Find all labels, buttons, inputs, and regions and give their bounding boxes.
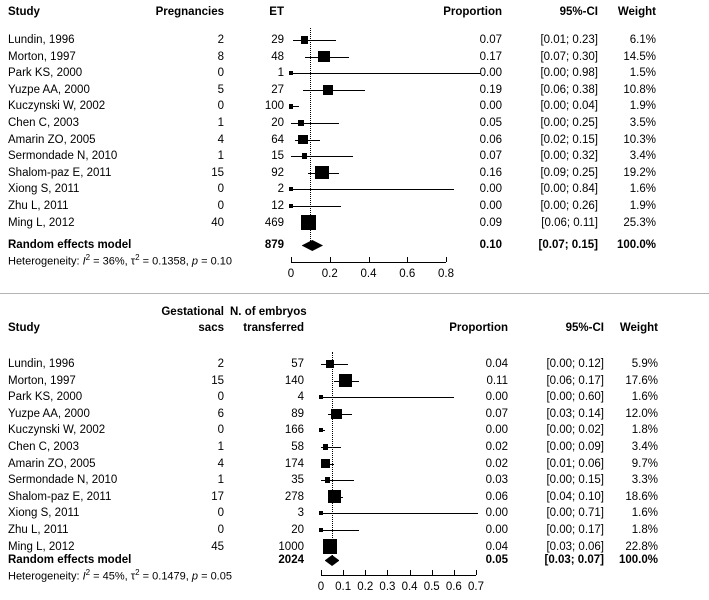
summary-total: 879 <box>264 239 284 251</box>
study-label: Shalom-paz E, 2011 <box>8 166 112 179</box>
effect-box <box>289 187 293 191</box>
study-label: Xiong S, 2011 <box>8 507 80 520</box>
weight-value: 22.8% <box>625 540 658 553</box>
total-value: 35 <box>291 474 304 487</box>
x-axis-tick-label: 0.5 <box>423 581 440 593</box>
total-value: 12 <box>271 200 284 212</box>
proportion-value: 0.07 <box>485 407 508 420</box>
study-label: Chen C, 2003 <box>8 441 79 453</box>
events-value: 1 <box>217 474 224 487</box>
total-value: 3 <box>297 507 304 520</box>
ci-whisker <box>291 156 353 157</box>
effect-box <box>289 71 293 75</box>
ci-value: [0.01; 0.06] <box>546 457 604 470</box>
study-label: Sermondade N, 2010 <box>8 150 118 163</box>
reference-line <box>310 28 311 243</box>
total-value: 20 <box>271 117 284 129</box>
study-label: Morton, 1997 <box>8 50 76 63</box>
proportion-value: 0.06 <box>479 133 502 146</box>
col-header-proportion: Proportion <box>449 322 508 334</box>
ci-value: [0.00; 0.12] <box>546 358 604 370</box>
ci-value: [0.07; 0.30] <box>540 50 598 63</box>
summary-ci: [0.03; 0.07] <box>544 554 604 566</box>
x-axis-tick <box>365 570 366 575</box>
events-value: 8 <box>217 50 224 63</box>
effect-box <box>315 166 328 179</box>
x-axis-tick-label: 0.6 <box>399 268 416 280</box>
study-label: Kuczynski W, 2002 <box>8 100 106 113</box>
effect-box <box>289 204 293 208</box>
col-header-ci: 95%-CI <box>565 322 604 334</box>
x-axis-tick <box>410 570 411 575</box>
effect-box <box>339 374 352 387</box>
ci-whisker <box>321 364 348 365</box>
weight-value: 1.6% <box>631 507 658 520</box>
ci-whisker <box>291 189 454 190</box>
events-value: 0 <box>217 100 224 113</box>
proportion-value: 0.00 <box>479 200 502 212</box>
effect-box <box>318 51 330 63</box>
study-label: Sermondade N, 2010 <box>8 474 118 487</box>
col-header-proportion: Proportion <box>443 6 502 18</box>
weight-value: 1.9% <box>629 200 656 212</box>
weight-value: 25.3% <box>623 216 656 229</box>
events-value: 5 <box>217 83 224 96</box>
proportion-value: 0.11 <box>486 374 508 387</box>
x-axis-tick <box>432 570 433 575</box>
x-axis-tick-label: 0.2 <box>321 268 338 280</box>
x-axis-tick <box>343 570 344 575</box>
events-value: 1 <box>217 441 224 453</box>
study-label: Amarin ZO, 2005 <box>8 133 96 146</box>
summary-label: Random effects model <box>8 554 132 566</box>
events-value: 0 <box>217 424 224 437</box>
events-value: 45 <box>211 540 224 553</box>
total-value: 469 <box>264 216 284 229</box>
study-label: Kuczynski W, 2002 <box>8 424 106 437</box>
total-value: 4 <box>297 391 304 404</box>
weight-value: 18.6% <box>625 490 658 503</box>
ci-whisker <box>303 90 365 91</box>
ci-value: [0.00; 0.98] <box>540 67 598 80</box>
total-value: 278 <box>284 490 304 503</box>
col-header-events-line2: sacs <box>198 322 224 334</box>
proportion-value: 0.06 <box>485 490 508 503</box>
total-value: 1 <box>277 67 284 80</box>
plot-divider <box>0 293 709 294</box>
effect-box <box>331 409 342 420</box>
total-value: 2 <box>277 183 284 196</box>
weight-value: 6.1% <box>629 34 656 46</box>
ci-value: [0.00; 0.84] <box>540 183 598 196</box>
total-value: 15 <box>271 150 284 163</box>
total-value: 64 <box>271 133 284 146</box>
heterogeneity-text: Heterogeneity: $I^2 = 45\%$, $\tau^2 = 0.1479$, p = 0.05 <box>8 568 232 583</box>
weight-value: 10.3% <box>623 133 656 146</box>
ci-value: [0.03; 0.14] <box>546 407 604 420</box>
events-value: 15 <box>211 166 224 179</box>
study-label: Park KS, 2000 <box>8 67 83 80</box>
study-label: Yuzpe AA, 2000 <box>8 407 90 420</box>
col-header-weight: Weight <box>619 322 658 334</box>
ci-value: [0.02; 0.15] <box>540 133 598 146</box>
col-header-events-line1: Gestational <box>161 306 224 318</box>
effect-box <box>302 153 308 159</box>
x-axis-tick-label: 0.2 <box>357 581 374 593</box>
events-value: 0 <box>217 391 224 404</box>
proportion-value: 0.00 <box>485 507 508 520</box>
total-value: 92 <box>271 166 284 179</box>
weight-value: 1.6% <box>631 391 658 404</box>
x-axis-tick <box>454 570 455 575</box>
ci-value: [0.00; 0.32] <box>540 150 598 163</box>
weight-value: 3.3% <box>631 474 658 487</box>
study-label: Lundin, 1996 <box>8 358 75 370</box>
ci-value: [0.00; 0.26] <box>540 200 598 212</box>
ci-value: [0.00; 0.09] <box>546 441 604 453</box>
x-axis-line <box>321 575 476 576</box>
weight-value: 1.9% <box>629 100 656 113</box>
events-value: 2 <box>217 34 224 46</box>
heterogeneity-text: Heterogeneity: $I^2 = 36\%$, $\tau^2 = 0.1358$, p = 0.10 <box>8 253 232 268</box>
x-axis-tick <box>291 257 292 262</box>
total-value: 89 <box>291 407 304 420</box>
events-value: 1 <box>217 150 224 163</box>
study-label: Ming L, 2012 <box>8 540 75 553</box>
effect-box <box>298 120 304 126</box>
proportion-value: 0.00 <box>485 524 508 536</box>
study-label: Park KS, 2000 <box>8 391 83 404</box>
x-axis-tick <box>321 570 322 575</box>
x-axis-tick <box>476 570 477 575</box>
effect-box <box>301 36 309 44</box>
effect-box <box>319 511 323 515</box>
weight-value: 9.7% <box>631 457 658 470</box>
weight-value: 14.5% <box>623 50 656 63</box>
total-value: 57 <box>291 358 304 370</box>
study-label: Chen C, 2003 <box>8 117 79 129</box>
ci-whisker <box>291 206 341 207</box>
weight-value: 19.2% <box>623 166 656 179</box>
effect-box <box>319 528 323 532</box>
col-header-events: Pregnancies <box>155 6 224 18</box>
col-header-total: ET <box>269 6 284 18</box>
study-label: Xiong S, 2011 <box>8 183 80 196</box>
x-axis-tick-label: 0.6 <box>445 581 462 593</box>
effect-box <box>319 428 323 432</box>
total-value: 27 <box>271 83 284 96</box>
proportion-value: 0.00 <box>479 100 502 113</box>
proportion-value: 0.00 <box>479 183 502 196</box>
effect-box <box>298 135 308 145</box>
effect-box <box>289 104 293 108</box>
study-label: Amarin ZO, 2005 <box>8 457 96 470</box>
weight-value: 3.4% <box>631 441 658 453</box>
proportion-value: 0.00 <box>485 424 508 437</box>
weight-value: 10.8% <box>623 83 656 96</box>
x-axis-tick-label: 0.4 <box>360 268 377 280</box>
col-header-total-line1: N. of embryos <box>230 306 307 318</box>
x-axis-tick-label: 0.7 <box>468 581 484 593</box>
summary-proportion: 0.10 <box>479 239 502 251</box>
effect-box <box>325 477 331 483</box>
forest-plot-gestational-sacs <box>0 298 709 600</box>
summary-weight: 100.0% <box>618 554 658 566</box>
study-label: Yuzpe AA, 2000 <box>8 83 90 96</box>
proportion-value: 0.02 <box>485 457 508 470</box>
proportion-value: 0.00 <box>479 67 502 80</box>
x-axis-tick-label: 0.1 <box>335 581 352 593</box>
weight-value: 12.0% <box>625 407 658 420</box>
ci-value: [0.06; 0.11] <box>541 216 598 229</box>
events-value: 0 <box>217 200 224 212</box>
summary-total: 2024 <box>278 554 304 566</box>
events-value: 2 <box>217 358 224 370</box>
col-header-study: Study <box>8 322 40 334</box>
events-value: 0 <box>217 67 224 80</box>
events-value: 15 <box>211 374 224 387</box>
weight-value: 1.8% <box>631 524 658 536</box>
summary-proportion: 0.05 <box>485 554 508 566</box>
ci-whisker <box>293 40 336 41</box>
ci-value: [0.00; 0.71] <box>546 507 604 520</box>
ci-value: [0.06; 0.38] <box>540 83 598 96</box>
study-label: Ming L, 2012 <box>8 216 75 229</box>
proportion-value: 0.17 <box>479 50 502 63</box>
x-axis-tick <box>446 257 447 262</box>
plot1-grid <box>0 0 709 290</box>
ci-whisker <box>321 530 359 531</box>
reference-line <box>332 352 333 558</box>
x-axis-tick <box>330 257 331 262</box>
ci-value: [0.00; 0.17] <box>546 524 604 536</box>
total-value: 166 <box>284 424 304 437</box>
plot2-grid <box>0 298 709 600</box>
ci-whisker <box>321 397 454 398</box>
forest-plot-pregnancies <box>0 0 709 290</box>
x-axis-tick-label: 0.8 <box>438 268 454 280</box>
col-header-weight: Weight <box>617 6 656 18</box>
summary-diamond <box>325 555 340 566</box>
events-value: 40 <box>211 216 224 229</box>
x-axis-tick-label: 0 <box>287 268 295 280</box>
col-header-study: Study <box>8 6 40 18</box>
events-value: 4 <box>217 133 224 146</box>
total-value: 174 <box>284 457 304 470</box>
col-header-ci: 95%-CI <box>559 6 598 18</box>
effect-box <box>328 490 341 503</box>
ci-value: [0.00; 0.60] <box>546 391 604 404</box>
study-label: Lundin, 1996 <box>8 34 75 46</box>
total-value: 1000 <box>278 540 304 553</box>
proportion-value: 0.02 <box>485 441 508 453</box>
study-label: Morton, 1997 <box>8 374 76 387</box>
effect-box <box>301 215 316 230</box>
events-value: 6 <box>217 407 224 420</box>
study-label: Shalom-paz E, 2011 <box>8 490 112 503</box>
events-value: 4 <box>217 457 224 470</box>
summary-ci: [0.07; 0.15] <box>538 239 598 251</box>
total-value: 140 <box>284 374 304 387</box>
x-axis-tick <box>407 257 408 262</box>
weight-value: 1.8% <box>631 424 658 437</box>
summary-weight: 100.0% <box>616 239 656 251</box>
ci-value: [0.06; 0.17] <box>546 374 604 387</box>
x-axis-tick <box>369 257 370 262</box>
weight-value: 3.5% <box>629 117 656 129</box>
study-label: Zhu L, 2011 <box>8 524 69 536</box>
events-value: 17 <box>211 490 224 503</box>
events-value: 0 <box>217 524 224 536</box>
weight-value: 3.4% <box>629 150 656 163</box>
x-axis-tick-label: 0.4 <box>401 581 418 593</box>
x-axis-tick-label: 0 <box>317 581 325 593</box>
proportion-value: 0.04 <box>485 540 508 553</box>
total-value: 20 <box>291 524 304 536</box>
proportion-value: 0.07 <box>479 150 502 163</box>
total-value: 100 <box>264 100 284 113</box>
effect-box <box>323 539 338 554</box>
total-value: 29 <box>271 34 284 46</box>
ci-value: [0.01; 0.23] <box>540 34 598 46</box>
effect-box <box>319 395 323 399</box>
study-label: Zhu L, 2011 <box>8 200 69 212</box>
effect-box <box>321 459 330 468</box>
ci-value: [0.00; 0.02] <box>546 424 604 437</box>
proportion-value: 0.05 <box>479 117 502 129</box>
events-value: 0 <box>217 183 224 196</box>
total-value: 48 <box>271 50 284 63</box>
effect-box <box>326 360 333 367</box>
total-value: 58 <box>291 441 304 453</box>
summary-label: Random effects model <box>8 239 132 251</box>
ci-value: [0.00; 0.04] <box>540 100 598 113</box>
col-header-total-line2: transferred <box>243 322 304 334</box>
events-value: 1 <box>217 117 224 129</box>
ci-value: [0.00; 0.25] <box>540 117 598 129</box>
x-axis-tick-label: 0.3 <box>379 581 396 593</box>
proportion-value: 0.09 <box>479 216 502 229</box>
weight-value: 5.9% <box>631 358 658 370</box>
x-axis-tick <box>387 570 388 575</box>
proportion-value: 0.16 <box>479 166 502 179</box>
ci-value: [0.04; 0.10] <box>546 490 604 503</box>
x-axis-line <box>291 262 446 263</box>
weight-value: 17.6% <box>625 374 658 387</box>
proportion-value: 0.04 <box>485 358 508 370</box>
proportion-value: 0.03 <box>485 474 508 487</box>
proportion-value: 0.07 <box>479 34 502 46</box>
events-value: 0 <box>217 507 224 520</box>
proportion-value: 0.19 <box>479 83 502 96</box>
ci-value: [0.09; 0.25] <box>540 166 598 179</box>
effect-box <box>323 85 333 95</box>
proportion-value: 0.00 <box>485 391 508 404</box>
weight-value: 1.6% <box>629 183 656 196</box>
ci-value: [0.00; 0.15] <box>546 474 604 487</box>
weight-value: 1.5% <box>629 67 656 80</box>
effect-box <box>323 444 329 450</box>
ci-value: [0.03; 0.06] <box>546 540 604 553</box>
summary-diamond <box>302 240 324 251</box>
